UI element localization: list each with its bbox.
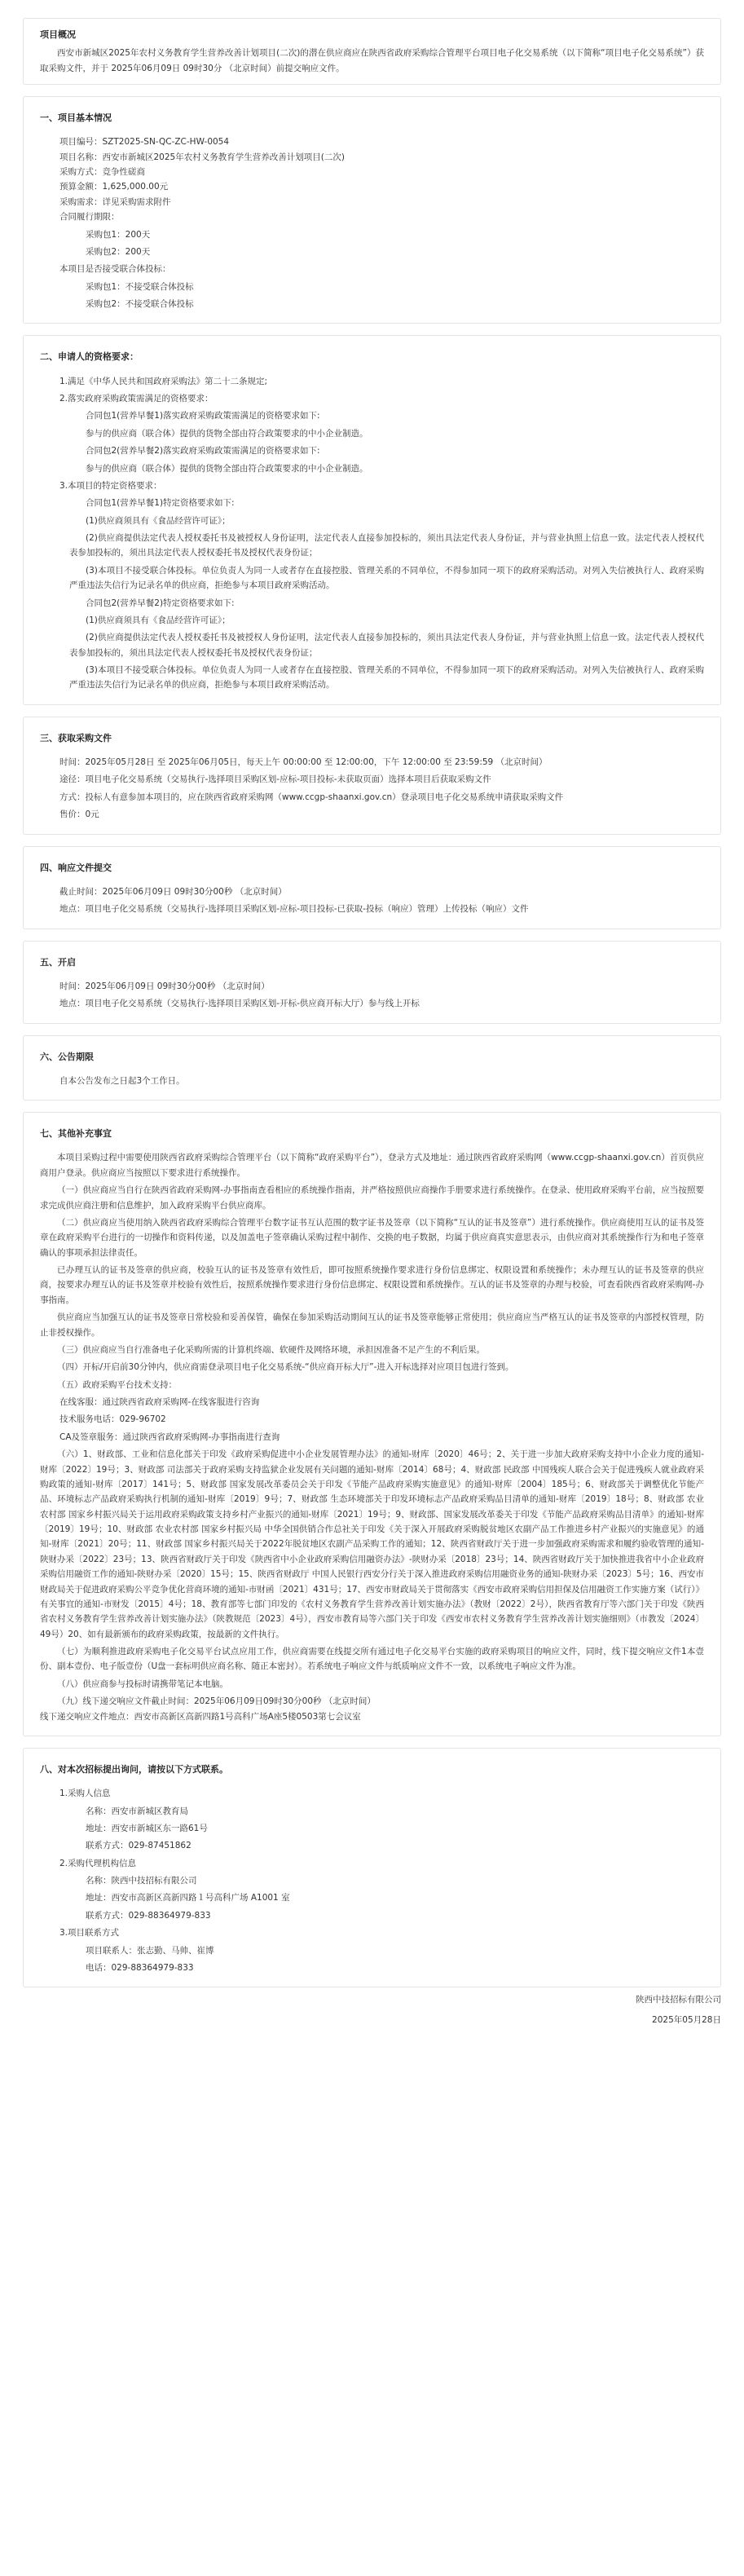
other-p3: 已办理互认的证书及签章的供应商，校验互认的证书及签章有效性后，即可按照系统操作要求进行身份信息绑定、权限设置和系统操作；未办理互认的证书及签章的供应商，按要求办理互认的证书及签章并校验有效性后，按照系统操作要求进行身份信息绑定、权限设置和系统操作。互认的证书及签章的办理与校验，可查看陕西省政府采购网-办事指南。 [40, 1265, 704, 1305]
package-2-c: (3)本项目不接受联合体投标。单位负责人为同一人或者存在直接控股、管理关系的不同单位，不得参加同一项下的政府采购活动。对列入失信被执行人、政府采购严重违法失信行为记录名单的供应商，拒绝参与本项目政府采购活动。 [69, 665, 704, 690]
req-2d: 参与的供应商（联合体）提供的货物全部由符合政策要求的中小企业制造。 [86, 463, 368, 474]
contact-agency-heading: 2.采购代理机构信息 [59, 1858, 137, 1868]
purchaser-address: 地址：西安市新城区东一路61号 [86, 1823, 208, 1833]
section-title: 一、项目基本情况 [40, 112, 112, 123]
submission-deadline: 截止时间：2025年06月09日 09时30分00秒 （北京时间） [59, 886, 287, 897]
obtain-method: 方式：投标人有意参加本项目的，应在陕西省政府采购网（www.ccgp-shaanxi.gov.cn）登录项目电子化交易系统申请获取采购文件 [59, 792, 564, 802]
section-qualification [23, 335, 721, 704]
obtain-price: 售价：0元 [59, 809, 99, 820]
section-other-matters [23, 1112, 721, 1736]
notice-period-text: 自本公告发布之日起3个工作日。 [59, 1075, 185, 1086]
section-title: 七、其他补充事宜 [40, 1128, 112, 1140]
other-p9: （七）为顺利推进政府采购电子化交易平台试点应用工作，供应商需要在线提交所有通过电子化交易平台实施的政府采购项目的响应文件，同时，线下提交响应文件1本壹份、副本壹份、电子版壹份（U盘一套标明供应商名称、随正本密封）。若系统电子响应文件与纸质响应文件不一致，以系统电子响应文件为准。 [40, 1647, 704, 1672]
project-contact-phone: 电话：029-88364979-833 [86, 1962, 194, 1973]
footer-org: 陕西中技招标有限公司 [636, 1995, 721, 2005]
section-title: 五、开启 [40, 956, 76, 968]
support-phone: 技术服务电话：029-96702 [59, 1414, 166, 1425]
support-ca: CA及签章服务：通过陕西省政府采购网-办事指南进行查询 [59, 1431, 280, 1442]
other-p6: （四）开标/开启前30分钟内，供应商需登录项目电子化交易系统-“供应商开标大厅”-进入开标选择对应项目包进行签到。 [57, 1362, 514, 1373]
project-contact-person: 项目联系人：张志勤、马帅、崔博 [86, 1945, 214, 1956]
other-p2: （二）供应商应当使用纳入陕西省政府采购综合管理平台数字证书互认范围的数字证书及签章（以下简称“互认的证书及签章”）进行系统操作。供应商使用互认的证书及签章在政府采购平台进行的一切操作和资料传递，以及加盖电子签章确认采购过程中制作、交换的电子数据，均属于供应商真实意思表示，由供应商对其系统操作行为和电子签章确认的事项承担法律责任。 [40, 1217, 704, 1258]
agency-name: 名称：陕西中技招标有限公司 [86, 1876, 197, 1886]
project-number: 项目编号：SZT2025-SN-QC-ZC-HW-0054 [59, 137, 230, 148]
section-title: 三、获取采购文件 [40, 732, 112, 743]
section-title: 四、响应文件提交 [40, 862, 112, 873]
section-project-basic [23, 96, 721, 324]
other-p10: （八）供应商参与投标时请携带笔记本电脑。 [57, 1678, 228, 1689]
package-1-b: (2)供应商提供法定代表人授权委托书及被授权人身份证明，法定代表人直接参加投标的，须出具法定代表人身份证，并与营业执照上信息一致。法定代表人授权代表参加投标的，须出具法定代表人授权委托书及授权代表身份证； [69, 533, 704, 558]
contract-period-1: 采购包1：200天 [86, 229, 151, 240]
package-2-a: (1)供应商须具有《食品经营许可证》； [86, 615, 231, 625]
agency-address: 地址：西安市高新区高新四路１号高科广场 A1001 室 [86, 1893, 290, 1903]
section-title: 二、申请人的资格要求： [40, 351, 139, 363]
other-p4: 供应商应当加强互认的证书及签章日常校验和妥善保管，确保在参加采购活动期间互认的证书及签章能够正常使用；供应商应当严格互认的证书及签章的内部授权管理，防止非授权操作。 [40, 1312, 704, 1338]
opening-place: 地点：项目电子化交易系统（交易执行-选择项目采购区划-开标-供应商开标大厅）参与线上开标 [59, 999, 420, 1009]
consortium-2: 采购包2：不接受联合体投标 [86, 299, 194, 309]
req-1: 1.满足《中华人民共和国政府采购法》第二十二条规定; [59, 376, 268, 386]
procurement-demand: 采购需求：详见采购需求附件 [59, 196, 171, 207]
footer-date: 2025年05月28日 [652, 2014, 721, 2025]
package-1-c: (3)本项目不接受联合体投标。单位负责人为同一人或者存在直接控股、管理关系的不同单位，不得参加同一项下的政府采购活动。对列入失信被执行人、政府采购严重违法失信行为记录名单的供应商，拒绝参与本项目政府采购活动。 [69, 565, 704, 591]
consortium-title: 本项目是否接受联合体投标： [59, 264, 171, 275]
other-p12: 线下递交响应文件地点：西安市高新区高新四路1号高科广场A座5楼0503第七会议室 [40, 1711, 361, 1722]
req-2a: 合同包1(营养早餐1)落实政府采购政策需满足的资格要求如下: [86, 411, 320, 421]
req-2b: 参与的供应商（联合体）提供的货物全部由符合政策要求的中小企业制造。 [86, 428, 368, 439]
other-p8-policies: （六）1、财政部、工业和信息化部关于印发《政府采购促进中小企业发展管理办法》的通知-财库〔2020〕46号；2、关于进一步加大政府采购支持中小企业力度的通知-财库〔2022〕19号；3、财政部 司法部关于政府采购支持监狱企业发展有关问题的通知-财库〔2014〕68号；4、财政部 民政部 中国残疾人联合会关于促进残疾人就业政府采购政策的通知-财库〔2017〕141号；5、财政部 国家发展改革委员会关于印发《节能产品政府采购实施意见》的通知-财库〔2004〕185号；6、财政部关于调整优化节能产品、环境标志产品政府采购执行机制的通知-财库〔2019〕9号；7、财政部 生态环境部关于印发环境标志产品政府采购品目清单的通知-财库〔2019〕18号；8、财政部 农业农村部 国家乡村振兴局关于运用政府采购政策支持乡村产业振兴的通知-财库〔2021〕19号；9、财政部、国家发展改革委关于印发《节能产品政府采购品目清单》的通知-财库〔2019〕19号；10、财政部 农业农村部 国家乡村振兴局 中华全国供销合作总社关于印发《关于深入开展政府采购脱贫地区农副产品工作推进乡村产业振兴的实施意见》的通知-财库〔2021〕20号；11、财政部 国家乡村振兴局关于2022年脱贫地区农副产品采购工作的通知；12、陕西省财政厅关于进一步加强政府采购需求和履约验收管理的通知-陕财办采〔2022〕23号；13、陕西省财政厅关于印发《陕西省中小企业政府采购信用融资办法》-陕财办采〔2018〕23号；14、陕西省财政厅关于加快推进我省中小企业政府采购信用融资工作的通知-陕财办采〔2020〕15号；15、陕西省财政厅 中国人民银行西安分行关于深入推进政府采购信用融资业务的通知-陕财办采〔2023〕5号；16、西安市财政局关于促进政府采购公平竞争优化营商环境的通知-市财函〔2021〕431号；17、西安市财政局关于贯彻落实《西安市政府采购信用担保及信用融资工作实施方案（试行）》有关事宜的通知-市财发〔2015〕4号；18、教育部等七部门印发的《农村义务教育学生营养改善计划实施办法》（教财〔2022〕2号），陕西省教育厅等六部门关于印发《陕西省农村义务教育学生营养改善计划实施办法》（陕教规范〔2023〕4号），西安市教育局等六部门关于印发《西安市农村义务教育学生营养改善计划实施细则》（市教发〔2024〕49号）20、如有最新颁布的政府采购政策，按最新的文件执行。 [40, 1449, 704, 1639]
project-name: 项目名称：西安市新城区2025年农村义务教育学生营养改善计划项目(二次) [59, 152, 345, 162]
package-2-b: (2)供应商提供法定代表人授权委托书及被授权人身份证明，法定代表人直接参加投标的，须出具法定代表人身份证，并与营业执照上信息一致。法定代表人授权代表参加投标的，须出具法定代表人授权委托书及授权代表身份证； [69, 633, 704, 658]
section-obtain-documents [23, 717, 721, 835]
overview-text: 西安市新城区2025年农村义务教育学生营养改善计划项目(二次)的潜在供应商应在陕西省政府采购综合管理平台项目电子化交易系统（以下简称“项目电子化交易系统”）获取采购文件，并于 2025年06月09日 09时30分 （北京时间）前提交响应文件。 [40, 48, 704, 73]
procurement-method: 采购方式：竞争性磋商 [59, 167, 145, 177]
package-1-a: (1)供应商须具有《食品经营许可证》； [86, 515, 231, 526]
contact-project-heading: 3.项目联系方式 [59, 1928, 120, 1939]
section-submission [23, 846, 721, 929]
req-2c: 合同包2(营养早餐2)落实政府采购政策需满足的资格要求如下: [86, 446, 320, 457]
req-3: 3.本项目的特定资格要求： [59, 480, 162, 491]
overview-title: 项目概况 [40, 29, 76, 40]
section-contact [23, 1748, 721, 1987]
support-online: 在线客服：通过陕西省政府采购网-在线客服进行咨询 [59, 1397, 260, 1407]
submission-place: 地点：项目电子化交易系统（交易执行-选择项目采购区划-应标-项目投标-已获取-投标（响应）管理）上传投标（响应）文件 [59, 904, 529, 915]
section-title: 八、对本次招标提出询问，请按以下方式联系。 [40, 1763, 228, 1775]
purchaser-name: 名称：西安市新城区教育局 [86, 1806, 188, 1816]
package-2-title: 合同包2(营养早餐2)特定资格要求如下: [86, 598, 235, 608]
section-opening [23, 941, 721, 1024]
section-notice-period [23, 1035, 721, 1101]
consortium-1: 采购包1：不接受联合体投标 [86, 281, 194, 292]
contract-period-title: 合同履行期限： [59, 212, 120, 223]
contract-period-2: 采购包2：200天 [86, 246, 151, 257]
section-title: 六、公告期限 [40, 1051, 94, 1062]
opening-time: 时间：2025年06月09日 09时30分00秒 （北京时间） [59, 981, 270, 991]
obtain-time: 时间：2025年05月28日 至 2025年06月05日，每天上午 00:00:00 至 12:00:00，下午 12:00:00 至 23:59:59 （北京时间） [59, 757, 548, 767]
purchaser-phone: 联系方式：029-87451862 [86, 1841, 192, 1851]
package-1-title: 合同包1(营养早餐1)特定资格要求如下: [86, 498, 235, 509]
budget-amount: 预算金额：1,625,000.00元 [59, 182, 169, 192]
req-2: 2.落实政府采购政策需满足的资格要求： [59, 394, 214, 404]
other-p1: （一）供应商应当自行在陕西省政府采购网-办事指南查看相应的系统操作指南，并严格按照供应商操作手册要求进行系统操作。在登录、使用政府采购平台前，应当按照要求完成供应商注册和信息维护，加入政府采购平台供应商库。 [40, 1185, 704, 1211]
other-p7: （五）政府采购平台技术支持： [57, 1379, 177, 1390]
other-p0: 本项目采购过程中需要使用陕西省政府采购综合管理平台（以下简称“政府采购平台”），登录方式及地址：通过陕西省政府采购网（www.ccgp-shaanxi.gov.cn）首页供应商用户登录。供应商应当按照以下要求进行系统操作。 [40, 1153, 704, 1178]
other-p11: （九）线下递交响应文件截止时间：2025年06月09日09时30分00秒 （北京时间） [57, 1696, 376, 1707]
other-p5: （三）供应商应当自行准备电子化采购所需的计算机终端、软硬件及网络环境，承担因准备不足产生的不利后果。 [57, 1344, 485, 1355]
contact-purchaser-heading: 1.采购人信息 [59, 1789, 111, 1799]
project-overview [23, 18, 721, 85]
agency-phone: 联系方式：029-88364979-833 [86, 1910, 211, 1921]
obtain-path: 途径：项目电子化交易系统（交易执行-选择项目采购区划-应标-项目投标-未获取页面）选择本项目后获取采购文件 [59, 774, 491, 785]
